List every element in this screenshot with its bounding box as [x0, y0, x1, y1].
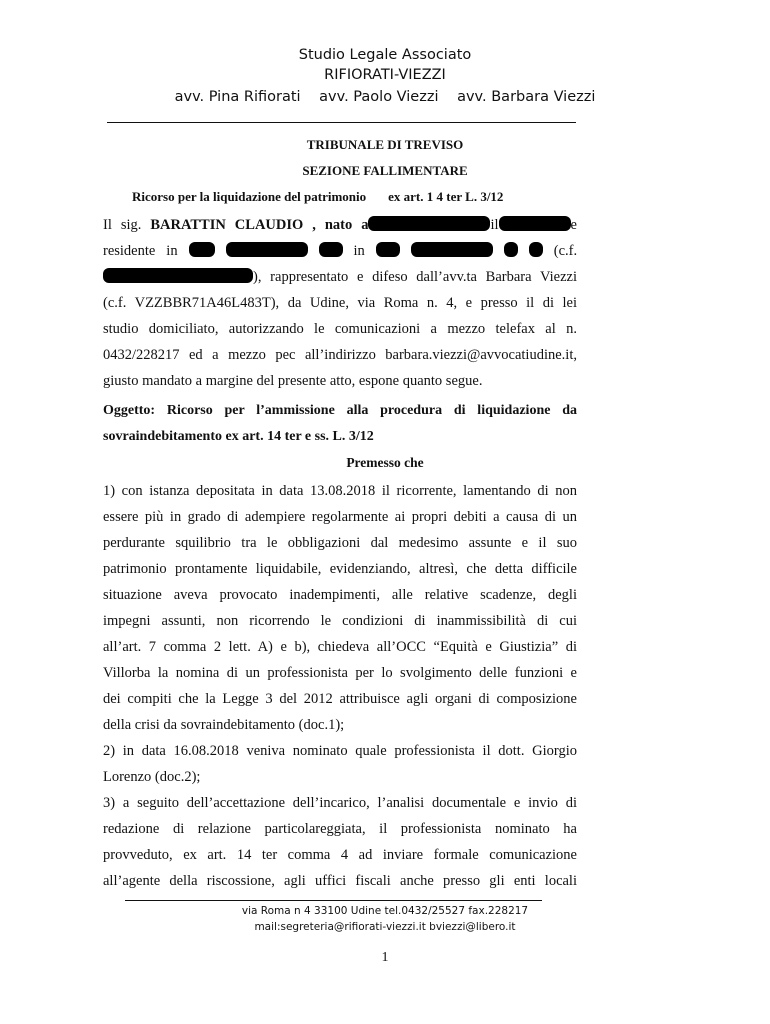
letterhead-lawyers — [0, 87, 770, 107]
oggetto-line: Oggetto: Ricorso per l’ammissione alla procedura di liquidazione da — [103, 403, 577, 418]
section-title: SEZIONE FALLIMENTARE — [302, 163, 468, 178]
intro-text: il — [490, 217, 499, 233]
oggetto-line: sovraindebitamento ex art. 14 ter e ss. L. 3/12 — [103, 429, 374, 444]
body-line: 2) in data 16.08.2018 veniva nominato quale professionista il dott. Giorgio — [103, 743, 577, 759]
intro-text: residente in — [103, 243, 178, 259]
intro-text: Il sig. — [103, 217, 151, 233]
body-line: all’art. 7 comma 2 lett. A) e b), chiedeva all’OCC “Equità e Giustizia” di — [103, 639, 577, 655]
redaction-bar — [376, 242, 400, 257]
redaction-bar — [189, 242, 215, 257]
intro-line — [103, 212, 577, 238]
court-title: TRIBUNALE DI TREVISO — [306, 137, 464, 152]
intro-text: e — [570, 217, 577, 233]
body-line: 1) con istanza depositata in data 13.08.2018 il ricorrente, lamentando di non — [103, 483, 577, 499]
redaction-bar — [504, 242, 518, 257]
intro-line — [103, 238, 577, 264]
footer-address: via Roma n 4 33100 Udine tel.0432/25527 fax.228217 — [241, 905, 529, 917]
redaction-bar — [499, 216, 571, 231]
body-line: Villorba la nomina di un professionista per lo svolgimento delle funzioni e — [103, 665, 577, 681]
intro-paragraph — [103, 212, 577, 394]
redaction-bar — [529, 242, 543, 257]
intro-line: (c.f. VZZBBR71A46L483T), da Udine, via Roma n. 4, e presso il di lei — [103, 295, 577, 311]
intro-text: ), rappresentato e difeso dall’avv.ta Barbara Viezzi — [253, 269, 577, 285]
body-line: perdurante squilibrio tra le obbligazioni dal medesimo assunte e il suo — [103, 535, 577, 551]
body-line: patrimonio prontamente liquidabile, evidenziando, altresì, che detta difficile — [103, 561, 577, 577]
ricorso-reference: ex art. 1 4 ter L. 3/12 — [388, 189, 504, 204]
redaction-bar — [103, 268, 253, 283]
redaction-bar — [411, 242, 493, 257]
premesso-heading: Premesso che — [346, 455, 424, 470]
body-line: dei compiti che la Legge 3 del 2012 attribuisce agli organi di composizione — [103, 691, 577, 707]
premesso-body — [103, 478, 577, 894]
intro-line: studio domiciliato, autorizzando le comunicazioni a mezzo telefax al n. — [103, 321, 577, 337]
lawyer-name: avv. Paolo Viezzi — [319, 89, 439, 105]
body-line: essere più in grado di adempiere regolarmente ai propri debiti a causa di un — [103, 509, 577, 525]
intro-line — [103, 264, 577, 290]
lawyer-name: avv. Barbara Viezzi — [457, 89, 596, 105]
body-line: all’agente della riscossione, agli uffici fiscali anche presso gli enti locali — [103, 873, 577, 889]
redaction-bar — [226, 242, 308, 257]
ricorso-title — [132, 189, 503, 205]
letterhead-divider — [107, 122, 576, 123]
body-line: provveduto, ex art. 14 ter comma 4 ad inviare formale comunicazione — [103, 847, 577, 863]
redaction-bar — [368, 216, 490, 231]
intro-text: (c.f. — [553, 243, 578, 259]
body-line: impegni assunti, non ricorrendo le condizioni di inammissibilità di cui — [103, 613, 577, 629]
ricorso-title-text: Ricorso per la liquidazione del patrimonio — [132, 189, 367, 204]
intro-line: 0432/228217 ed a mezzo pec all’indirizzo barbara.viezzi@avvocatiudine.it, — [103, 347, 577, 363]
body-line: 3) a seguito dell’accettazione dell’incarico, l’analisi documentale e invio di — [103, 795, 577, 811]
body-line: situazione aveva provocato inadempimenti, alle relative scadenze, degli — [103, 587, 577, 603]
letterhead-names: RIFIORATI-VIEZZI — [324, 67, 446, 83]
body-line: Lorenzo (doc.2); — [103, 769, 201, 785]
letterhead-firm: Studio Legale Associato — [298, 47, 472, 63]
footer-email: mail:segreteria@rifiorati-viezzi.it bviezzi@libero.it — [254, 921, 516, 933]
footer-divider — [125, 900, 542, 901]
redaction-bar — [319, 242, 343, 257]
lawyer-name: avv. Pina Rifiorati — [174, 89, 301, 105]
page-number: 1 — [381, 950, 389, 965]
claimant-name: BARATTIN CLAUDIO — [150, 217, 304, 233]
intro-text: in — [353, 243, 365, 259]
oggetto-block — [103, 398, 577, 450]
body-line: della crisi da sovraindebitamento (doc.1); — [103, 717, 345, 733]
intro-text: , nato a — [303, 217, 369, 233]
body-line: redazione di relazione particolareggiata, il professionista nominato ha — [103, 821, 577, 837]
intro-line: giusto mandato a margine del presente atto, espone quanto segue. — [103, 373, 483, 389]
